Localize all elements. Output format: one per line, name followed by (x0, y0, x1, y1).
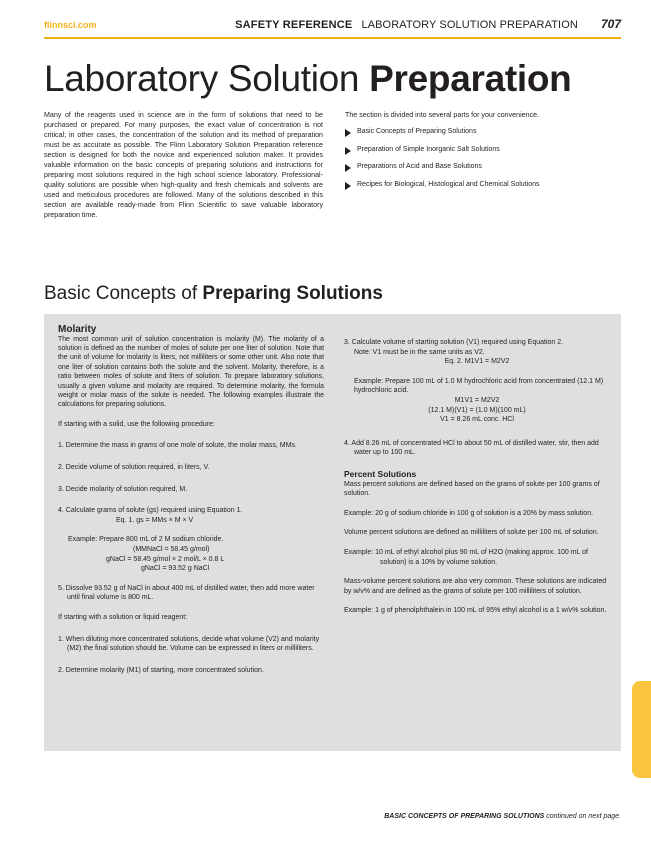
liquid-step-2: 2. Determine molarity (M1) of starting, more concentrated solution. (58, 666, 264, 674)
example-1-line-3: gNaCl = 93.52 g NaCl (141, 565, 210, 573)
example-2-line-3: V1 = 8.26 mL conc. HCl (440, 416, 514, 424)
list-item[interactable]: Preparations of Acid and Base Solutions (345, 163, 625, 181)
triangle-bullet-icon (345, 147, 351, 155)
solid-intro: If starting with a solid, use the following procedure: (58, 420, 215, 428)
molarity-heading: Molarity (58, 324, 97, 335)
list-item[interactable]: Preparation of Simple Inorganic Salt Solutions (345, 146, 625, 164)
example-2-line-1: M1V1 = M2V2 (454, 396, 500, 404)
liquid-intro: If starting with a solution or liquid reagent: (58, 613, 188, 621)
example-2-line-2: (12.1 M)(V1) = (1.0 M)(100 mL) (428, 406, 526, 414)
header-rule (44, 37, 621, 39)
section-name: SAFETY REFERENCE (235, 19, 353, 31)
section-tab (632, 681, 651, 778)
right-column (344, 338, 610, 616)
topic-name: LABORATORY SOLUTION PREPARATION (361, 19, 578, 31)
equation-1: Eq. 1. gs = MMs × M × V (116, 516, 194, 524)
volume-percent-definition: Volume percent solutions are defined as milliliters of solute per 100 mL of solution. (344, 529, 599, 537)
page-number: 707 (600, 17, 621, 31)
triangle-bullet-icon (345, 129, 351, 137)
triangle-bullet-icon (345, 164, 351, 172)
running-header (235, 17, 621, 31)
mass-volume-definition: Mass-volume percent solutions are also very common. These solutions are indicated by w/v% and are defined as the grams of solute per 100 milliliters of solution. (344, 578, 607, 595)
percent-heading: Percent Solutions (344, 468, 417, 479)
left-column (58, 325, 324, 675)
molarity-definition: The most common unit of solution concentration is molarity (M). The molarity of a solution is defined as the number of moles of solute per one liter of solution. Note that the unit of volume for molarity is liters, not milliliters or some other unit. Also note that one liter of solution contains both the solute and the solvent. Molarity, therefore, is a ratio between moles of solute and liters of solution. To prepare laboratory solutions, usually a given volume and molarity are required. To determine molarity, the formula weight or molar mass of the solute is needed. The following examples illustrate the calculations for preparing solutions. (58, 335, 324, 409)
page-title (44, 56, 572, 102)
footer-bold: BASIC CONCEPTS OF PREPARING SOLUTIONS (384, 813, 545, 820)
list-item[interactable]: Recipes for Biological, Histological and Chemical Solutions (345, 181, 625, 199)
example-5: Example: 1 g of phenolphthalein in 100 mL of 95% ethyl alcohol is a 1 w/v% solution. (344, 607, 607, 615)
sections-intro: The section is divided into several parts for your convenience. (345, 111, 539, 119)
example-3: Example: 20 g of sodium chloride in 100 g of solution is a 20% by mass solution. (344, 509, 594, 517)
step-5: 5. Dissolve 93.52 g of NaCl in about 400 mL of distilled water, then add more water until final volume is 800 mL. (58, 584, 315, 602)
example-4: Example: 10 mL of ethyl alcohol plus 90 mL of H2O (making approx. 100 mL of solution) is a 10% by volume solution. (344, 548, 588, 566)
step-3-right: 3. Calculate volume of starting solution (V1) required using Equation 2. (344, 339, 564, 346)
example-1: Example: Prepare 800 mL of 2 M sodium chloride. (68, 536, 224, 544)
equation-2: Eq. 2. M1V1 = M2V2 (444, 358, 510, 366)
triangle-bullet-icon (345, 182, 351, 190)
example-2: Example: Prepare 100 mL of 1.0 M hydrochloric acid from concentrated (12.1 M) hydrochloric acid. (354, 377, 604, 395)
mass-percent-definition: Mass percent solutions are defined based on the grams of solute per 100 grams of solution. (344, 480, 600, 498)
continued-footer (384, 813, 621, 820)
step-2: 2. Decide volume of solution required, in liters, V. (58, 464, 210, 472)
heading-bold: Preparing Solutions (202, 283, 383, 304)
title-bold: Preparation (369, 58, 572, 99)
intro-paragraph: Many of the reagents used in science are in the form of solutions that need to be purchased or prepared. For many purposes, the exact value of concentration is not critical; in other cases, the concentration of the solution and its method of preparation must be as accurate as possible. The Flinn Laboratory Solution Preparation reference section is designed for both the novice and experienced solution maker. It provides valuable information on the basic concepts of preparing solutions and instructions for preparing most solutions required in the high school science laboratory. Professional-quality solutions are possible when high-quality and fresh chemicals and solvents are used and meticulous procedures are followed. Many of the solutions described in this section are available ready-made from Flinn Scientific to save valuable laboratory preparation time. (44, 111, 323, 219)
list-item[interactable]: Basic Concepts of Preparing Solutions (345, 128, 625, 146)
step-3-note: Note: V1 must be in the same units as V2. (354, 348, 485, 356)
example-1-line-1: (MMNaCl = 58.45 g/mol) (133, 546, 210, 553)
site-url[interactable]: flinnsci.com (44, 20, 97, 30)
footer-rest: continued on next page. (544, 813, 621, 820)
example-1-line-2: gNaCl = 58.45 g/mol × 2 mol/L × 0.8 L (106, 555, 225, 563)
sections-list (345, 128, 625, 198)
concepts-box (44, 314, 621, 751)
step-3: 3. Decide molarity of solution required, M. (58, 485, 188, 493)
step-4: 4. Calculate grams of solute (gs) required using Equation 1. (58, 507, 243, 515)
step-1: 1. Determine the mass in grams of one mole of solute, the molar mass, MMs. (58, 442, 297, 450)
liquid-step-1: 1. When diluting more concentrated solutions, decide what volume (V2) and molarity (M2) the final solution should be. Volume can be expressed in liters or milliliters. (58, 635, 320, 653)
title-regular: Laboratory Solution (44, 58, 370, 99)
step-4-right: 4. Add 8.26 mL of concentrated HCl to about 50 mL of distilled water, stir, then add water up to 100 mL. (344, 439, 599, 457)
section-heading (44, 283, 383, 305)
heading-regular: Basic Concepts of (44, 283, 203, 304)
